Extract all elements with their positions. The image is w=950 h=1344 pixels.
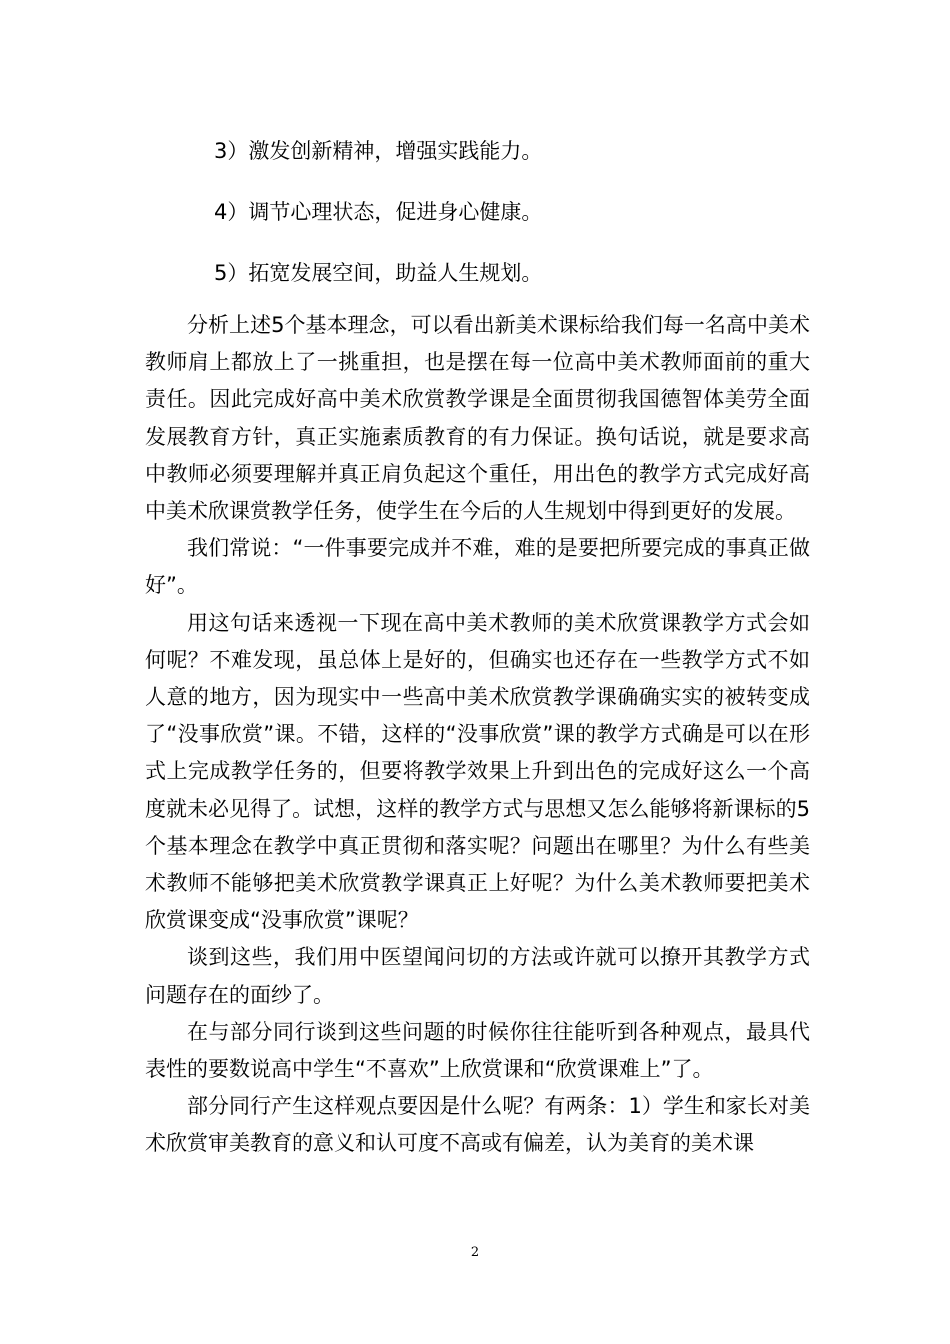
principle-item-5: 5）拓宽发展空间，助益人生规划。 xyxy=(214,261,543,285)
principle-item-3: 3）激发创新精神，增强实践能力。 xyxy=(214,139,543,163)
page-number: 2 xyxy=(470,1245,480,1260)
paragraph-viewpoints: 在与部分同行谈到这些问题的时候你往往能听到各种观点，最具代表性的要数说高中学生“不喜欢”上欣赏课和“欣赏课难上”了。 xyxy=(145,1019,810,1082)
body-text xyxy=(145,307,810,1163)
paragraph-diagnosis: 谈到这些，我们用中医望闻问切的方法或许就可以撩开其教学方式问题存在的面纱了。 xyxy=(145,945,810,1007)
paragraph-teaching-methods: 用这句话来透视一下现在高中美术教师的美术欣赏课教学方式会如何呢？不难发现，虽总体上是好的，但确实也还存在一些教学方式不如人意的地方，因为现实中一些高中美术欣赏教学课确确实实的被转变成了“没事欣赏”课。不错，这样的“没事欣赏”课的教学方式确是可以在形式上完成教学任务的，但要将教学效果上升到出色的完成好这么一个高度就未必见得了。试想，这样的教学方式与思想又怎么能够将新课标的5个基本理念在教学中真正贯彻和落实呢？问题出在哪里？为什么有些美术教师不能够把美术欣赏教学课真正上好呢？为什么美术教师要把美术欣赏课变成“没事欣赏”课呢？ xyxy=(145,610,810,933)
paragraph-saying: 我们常说：“一件事要完成并不难，难的是要把所要完成的事真正做好”。 xyxy=(145,536,810,598)
paragraph-reasons: 部分同行产生这样观点要因是什么呢？有两条：1）学生和家长对美术欣赏审美教育的意义和认可度不高或有偏差，认为美育的美术课 xyxy=(145,1094,810,1156)
paragraph-analysis: 分析上述5个基本理念，可以看出新美术课标给我们每一名高中美术教师肩上都放上了一挑重担，也是摆在每一位高中美术教师面前的重大责任。因此完成好高中美术欣赏教学课是全面贯彻我国德智体美劳全面发展教育方针，真正实施素质教育的有力保证。换句话说，就是要求高中教师必须要理解并真正肩负起这个重任，用出色的教学方式完成好高中美术欣课赏教学任务，使学生在今后的人生规划中得到更好的发展。 xyxy=(145,313,810,524)
principle-item-4: 4）调节心理状态，促进身心健康。 xyxy=(214,200,543,224)
